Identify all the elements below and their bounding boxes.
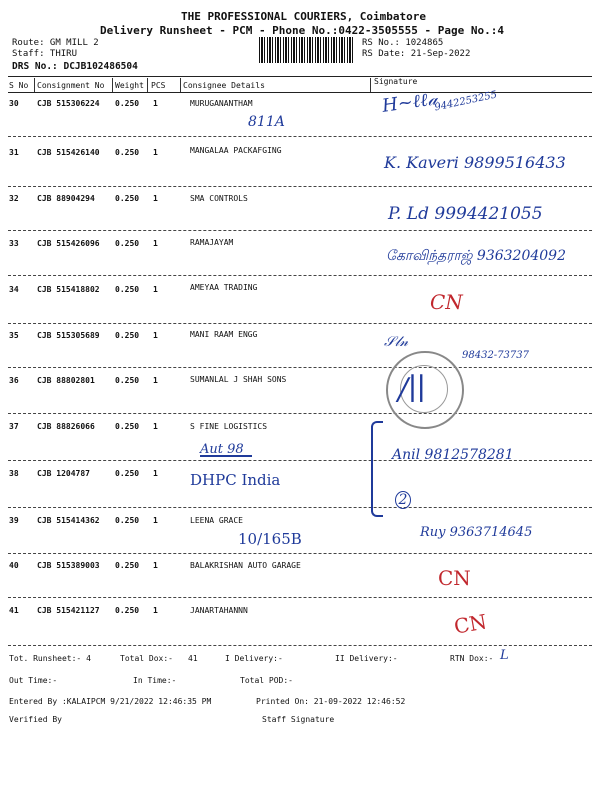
- row-separator: [8, 230, 592, 231]
- out-time: Out Time:-: [9, 676, 58, 685]
- row-consignment: CJB 515421127: [37, 606, 100, 615]
- table-header-rule: [8, 92, 592, 93]
- col-header-consignment: Consignment No: [37, 81, 105, 90]
- row-weight: 0.250: [115, 331, 140, 340]
- row-sno: 40: [9, 561, 19, 570]
- red-cn-mark: CN: [430, 290, 463, 314]
- row-sno: 37: [9, 422, 19, 431]
- row-pcs: 1: [153, 469, 158, 478]
- handwritten-note: DHPC India: [190, 471, 281, 489]
- entered-by: Entered By :KALAIPCM 9/21/2022 12:46:35 PM: [9, 697, 212, 706]
- signature-scrawl: /∣∣: [398, 372, 426, 407]
- row-consignee: RAMAJAYAM: [190, 238, 234, 247]
- row-consignment: CJB 515306224: [37, 99, 100, 108]
- signature-phone: Anil 9812578281: [392, 447, 514, 463]
- signature-phone: Ruy 9363714645: [420, 525, 533, 540]
- row-sno: 34: [9, 285, 19, 294]
- row-consignment: CJB 1204787: [37, 469, 90, 478]
- red-cn-mark: CN: [438, 566, 471, 590]
- signature-scrawl: 𝒮𝓁𝓃: [384, 334, 409, 350]
- row-pcs: 1: [153, 239, 158, 248]
- row-pcs: 1: [153, 561, 158, 570]
- barcode: [259, 37, 355, 63]
- row-consignee: LEENA GRACE: [190, 516, 243, 525]
- row-separator: [8, 186, 592, 187]
- printed-on: Printed On: 21-09-2022 12:46:52: [256, 697, 406, 706]
- runsheet-subtitle: Delivery Runsheet - PCM - Phone No.:0422-3505555 - Page No.:4: [100, 24, 504, 37]
- staff-label: Staff: THIRU: [12, 49, 78, 59]
- signature-phone: கோவிந்தராஜ் 9363204092: [386, 248, 566, 264]
- handwritten-note: Aut 98: [200, 442, 244, 457]
- row-pcs: 1: [153, 376, 158, 385]
- row-consignment: CJB 515305689: [37, 331, 100, 340]
- verified-by: Verified By: [9, 715, 62, 724]
- handwritten-note: 811A: [248, 114, 285, 130]
- row-weight: 0.250: [115, 194, 140, 203]
- ink-bracket: [371, 421, 383, 517]
- row-weight: 0.250: [115, 606, 140, 615]
- signature-phone: 9442253255: [433, 89, 499, 114]
- row-sno: 36: [9, 376, 19, 385]
- row-weight: 0.250: [115, 99, 140, 108]
- row-sno: 35: [9, 331, 19, 340]
- strike-line: [200, 455, 252, 457]
- row-consignment: CJB 88802801: [37, 376, 95, 385]
- row-separator: [8, 136, 592, 137]
- row-consignee: BALAKRISHAN AUTO GARAGE: [190, 561, 301, 570]
- column-divider: [147, 78, 148, 92]
- row-pcs: 1: [153, 331, 158, 340]
- row-weight: 0.250: [115, 285, 140, 294]
- col-header-pcs: PCS: [151, 81, 166, 90]
- col-header-signature: Signature: [374, 77, 418, 86]
- col-header-weight: Weight: [115, 81, 144, 90]
- row-sno: 41: [9, 606, 19, 615]
- company-title: THE PROFESSIONAL COURIERS, Coimbatore: [181, 10, 427, 23]
- in-time: In Time:-: [133, 676, 177, 685]
- ii-delivery: II Delivery:-: [335, 654, 398, 663]
- column-divider: [180, 78, 181, 92]
- row-sno: 31: [9, 148, 19, 157]
- handwritten-note: 10/165B: [238, 530, 302, 548]
- rs-number: RS No.: 1024865: [362, 38, 444, 48]
- row-consignee: AMEYAA TRADING: [190, 283, 258, 292]
- row-weight: 0.250: [115, 376, 140, 385]
- row-consignment: CJB 88826066: [37, 422, 95, 431]
- row-separator: [8, 645, 592, 646]
- column-divider: [112, 78, 113, 92]
- row-consignment: CJB 515389003: [37, 561, 100, 570]
- row-pcs: 1: [153, 285, 158, 294]
- handwritten-mark: L: [500, 648, 509, 663]
- row-weight: 0.250: [115, 239, 140, 248]
- red-cn-mark: CN: [452, 609, 489, 639]
- row-consignee: MANGALAA PACKAFGING: [190, 146, 282, 155]
- row-separator: [8, 553, 592, 554]
- signature-scrawl: H~ℓℓ𝒶: [380, 88, 439, 117]
- row-consignment: CJB 88904294: [37, 194, 95, 203]
- row-pcs: 1: [153, 516, 158, 525]
- row-sno: 39: [9, 516, 19, 525]
- rs-date: RS Date: 21-Sep-2022: [362, 49, 471, 59]
- row-separator: [8, 323, 592, 324]
- row-consignment: CJB 515418802: [37, 285, 100, 294]
- row-consignee: MURUGANANTHAM: [190, 99, 253, 108]
- row-separator: [8, 367, 592, 368]
- row-sno: 32: [9, 194, 19, 203]
- row-consignee: MANI RAAM ENGG: [190, 330, 258, 339]
- row-pcs: 1: [153, 422, 158, 431]
- circled-number: 2: [395, 491, 411, 509]
- row-pcs: 1: [153, 194, 158, 203]
- row-weight: 0.250: [115, 516, 140, 525]
- row-separator: [8, 597, 592, 598]
- row-weight: 0.250: [115, 469, 140, 478]
- row-weight: 0.250: [115, 422, 140, 431]
- total-dox-value: 41: [188, 654, 198, 663]
- row-weight: 0.250: [115, 148, 140, 157]
- col-header-consignee: Consignee Details: [183, 81, 265, 90]
- row-sno: 30: [9, 99, 19, 108]
- total-pod: Total POD:-: [240, 676, 293, 685]
- table-top-rule: [8, 76, 592, 77]
- route-label: Route: GM MILL 2: [12, 38, 99, 48]
- row-consignment: CJB 515426140: [37, 148, 100, 157]
- row-sno: 38: [9, 469, 19, 478]
- staff-signature: Staff Signature: [262, 715, 335, 724]
- row-separator: [8, 413, 592, 414]
- row-weight: 0.250: [115, 561, 140, 570]
- column-divider: [370, 78, 371, 92]
- i-delivery: I Delivery:-: [225, 654, 283, 663]
- col-header-sno: S No: [9, 81, 29, 90]
- row-consignment: CJB 515414362: [37, 516, 100, 525]
- tot-runsheet: Tot. Runsheet:- 4: [9, 654, 91, 663]
- row-pcs: 1: [153, 148, 158, 157]
- row-sno: 33: [9, 239, 19, 248]
- row-pcs: 1: [153, 99, 158, 108]
- column-divider: [34, 78, 35, 92]
- row-consignment: CJB 515426096: [37, 239, 100, 248]
- signature-phone: 98432-73737: [462, 350, 530, 361]
- total-dox-label: Total Dox:-: [120, 654, 173, 663]
- row-pcs: 1: [153, 606, 158, 615]
- rtn-dox: RTN Dox:-: [450, 654, 494, 663]
- row-consignee: JANARTAHANNN: [190, 606, 248, 615]
- row-separator: [8, 507, 592, 508]
- signature-phone: K. Kaveri 9899516433: [384, 153, 566, 172]
- row-consignee: SUMANLAL J SHAH SONS: [190, 375, 287, 384]
- signature-phone: P. Ld 9994421055: [388, 204, 543, 224]
- row-consignee: S FINE LOGISTICS: [190, 422, 268, 431]
- row-consignee: SMA CONTROLS: [190, 194, 248, 203]
- drs-number: DRS No.: DCJB102486504: [12, 61, 138, 72]
- row-separator: [8, 275, 592, 276]
